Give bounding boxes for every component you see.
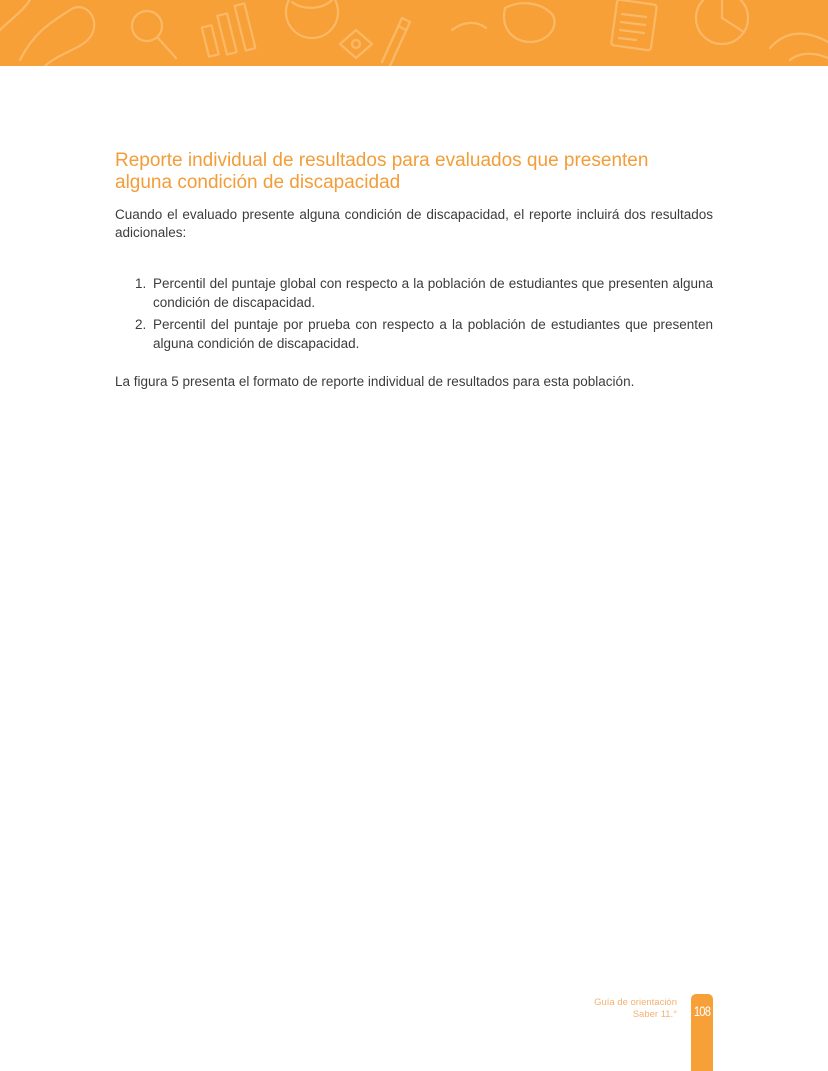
- map-icon: [0, 0, 94, 66]
- globe-icon: [286, 0, 338, 38]
- section-title: Reporte individual de resultados para evaluados que presenten alguna condición de discapacidad: [115, 150, 649, 193]
- numbered-list: [115, 274, 713, 353]
- intro-paragraph: Cuando el evaluado presente alguna condición de discapacidad, el reporte incluirá dos resultados adicionales:: [115, 207, 713, 240]
- list-item-text: Percentil del puntaje global con respecto a la población de estudiantes que presenten alguna condición de discapacidad.: [153, 276, 713, 310]
- pie-chart-icon: [696, 0, 748, 44]
- footer-guide-line2: Saber 11.°: [632, 1009, 677, 1020]
- footer-guide-line1: Guía de orientación: [594, 997, 677, 1008]
- list-item-number: 2.: [135, 317, 147, 332]
- header-band: [0, 0, 828, 66]
- document-icon: [504, 0, 657, 51]
- closing-paragraph: La figura 5 presenta el formato de reporte individual de resultados para esta población.: [115, 374, 635, 389]
- list-item: [115, 315, 713, 353]
- list-item-text: Percentil del puntaje por prueba con respecto a la población de estudiantes que presenten alguna condición de discapacidad.: [153, 317, 713, 351]
- bar-chart-icon: [202, 3, 256, 56]
- list-item: [115, 274, 713, 312]
- compass-icon: [340, 30, 372, 58]
- page-number-tab: [691, 994, 713, 1071]
- magnifier-icon: [132, 11, 176, 58]
- list-item-number: 1.: [135, 276, 147, 291]
- footer-guide-label: [594, 997, 677, 1021]
- page-number: 108: [693, 1003, 711, 1019]
- main-content: [115, 150, 713, 391]
- pencil-icon: [382, 18, 486, 66]
- header-pattern: [0, 0, 828, 66]
